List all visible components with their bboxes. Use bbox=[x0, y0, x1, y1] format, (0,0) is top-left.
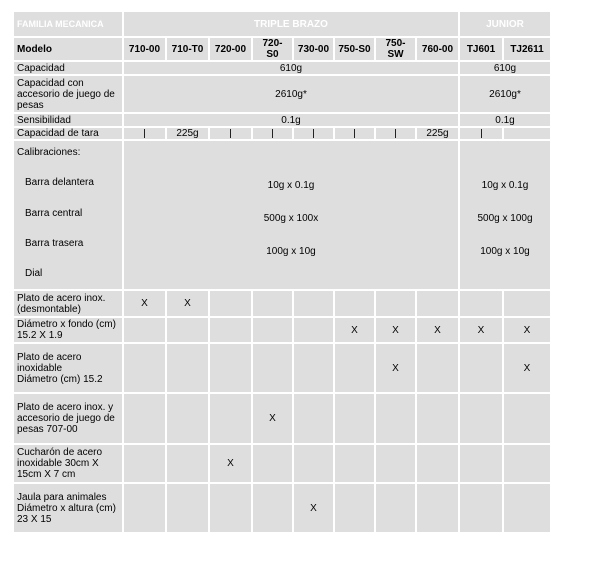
family-label: FAMILIA MECANICA bbox=[14, 12, 122, 36]
accessory-mark: X bbox=[460, 318, 502, 342]
accessory-mark: X bbox=[210, 445, 251, 482]
calibraciones-title: Calibraciones: bbox=[17, 147, 81, 158]
accessory-row bbox=[14, 445, 550, 482]
tara-cell bbox=[417, 128, 458, 139]
tick-mark bbox=[354, 129, 355, 138]
barra-trasera-triple: 100g x 10g bbox=[266, 246, 316, 257]
barra-trasera-junior: 100g x 10g bbox=[480, 246, 530, 257]
accessory-mark bbox=[417, 445, 458, 482]
triple-brazo-header: TRIPLE BRAZO bbox=[124, 12, 458, 36]
tara-cell bbox=[335, 128, 374, 139]
capacidad-pesas-row bbox=[14, 76, 550, 112]
accessory-mark bbox=[253, 318, 292, 342]
model-cell: 750-SW bbox=[376, 38, 415, 60]
tara-cell bbox=[294, 128, 333, 139]
capacidad-junior-value: 610g bbox=[460, 62, 550, 74]
model-row bbox=[14, 38, 550, 60]
accessory-mark bbox=[335, 484, 374, 532]
tara-cell bbox=[210, 128, 251, 139]
accessory-mark bbox=[460, 484, 502, 532]
accessory-mark bbox=[124, 484, 165, 532]
calibraciones-triple-cell bbox=[124, 141, 458, 289]
accessory-mark bbox=[253, 291, 292, 316]
capacidad-label: Capacidad bbox=[14, 62, 122, 74]
calibraciones-triple-values bbox=[127, 147, 455, 279]
accessory-label: Jaula para animales Diámetro x altura (cm) 23 X 15 bbox=[14, 484, 122, 532]
accessory-row bbox=[14, 291, 550, 316]
accessory-mark bbox=[124, 318, 165, 342]
balance-spec-table bbox=[12, 10, 552, 534]
barra-delantera-junior: 10g x 0.1g bbox=[481, 180, 529, 191]
accessory-mark: X bbox=[417, 318, 458, 342]
accessory-mark bbox=[460, 344, 502, 392]
accessory-mark bbox=[167, 484, 208, 532]
tick-mark bbox=[272, 129, 273, 138]
accessory-mark bbox=[504, 484, 550, 532]
accessory-mark bbox=[376, 445, 415, 482]
accessory-mark bbox=[124, 394, 165, 443]
accessory-mark: X bbox=[124, 291, 165, 316]
accessory-mark: X bbox=[376, 318, 415, 342]
accessory-row bbox=[14, 484, 550, 532]
accessory-label: Cucharón de acero inoxidable 30cm X 15cm X 7 cm bbox=[14, 445, 122, 482]
accessory-mark bbox=[294, 318, 333, 342]
accessory-mark bbox=[167, 445, 208, 482]
accessory-mark bbox=[210, 318, 251, 342]
model-cell: 710-00 bbox=[124, 38, 165, 60]
accessory-mark bbox=[167, 318, 208, 342]
tara-cell bbox=[504, 128, 550, 139]
barra-delantera-triple: 10g x 0.1g bbox=[267, 180, 315, 191]
accessory-mark bbox=[294, 291, 333, 316]
accessory-mark: X bbox=[504, 344, 550, 392]
accessory-mark: X bbox=[253, 394, 292, 443]
accessory-row bbox=[14, 318, 550, 342]
family-header-row bbox=[14, 12, 550, 36]
calibraciones-row bbox=[14, 141, 550, 289]
model-cell: 710-T0 bbox=[167, 38, 208, 60]
model-cell: 730-00 bbox=[294, 38, 333, 60]
sensibilidad-label: Sensibilidad bbox=[14, 114, 122, 126]
accessory-label: Plato de acero inox. y accesorio de juego de pesas 707-00 bbox=[14, 394, 122, 443]
accessory-mark bbox=[253, 445, 292, 482]
accessory-mark bbox=[417, 394, 458, 443]
accessory-mark bbox=[167, 394, 208, 443]
accessory-mark bbox=[210, 394, 251, 443]
accessory-mark bbox=[376, 394, 415, 443]
tara-cell bbox=[376, 128, 415, 139]
accessory-label: Plato de acero inoxidable Diámetro (cm) 15.2 bbox=[14, 344, 122, 392]
model-cell: 750-S0 bbox=[335, 38, 374, 60]
tick-mark bbox=[144, 129, 145, 138]
accessory-mark: X bbox=[294, 484, 333, 532]
accessory-mark bbox=[253, 484, 292, 532]
tara-label: Capacidad de tara bbox=[14, 128, 122, 139]
accessory-mark bbox=[124, 344, 165, 392]
tick-mark bbox=[230, 129, 231, 138]
calibraciones-junior-values bbox=[463, 147, 547, 279]
accessory-mark bbox=[504, 394, 550, 443]
model-cell: TJ2611 bbox=[504, 38, 550, 60]
accessory-mark bbox=[335, 344, 374, 392]
tara-cell bbox=[460, 128, 502, 139]
calibraciones-label-cell bbox=[14, 141, 122, 289]
tick-mark bbox=[481, 129, 482, 138]
accessory-mark bbox=[504, 291, 550, 316]
accessory-row bbox=[14, 394, 550, 443]
sensibilidad-junior-value: 0.1g bbox=[460, 114, 550, 126]
sensibilidad-triple-value: 0.1g bbox=[124, 114, 458, 126]
capacidad-row bbox=[14, 62, 550, 74]
accessory-mark: X bbox=[504, 318, 550, 342]
tara-cell bbox=[124, 128, 165, 139]
accessory-mark bbox=[376, 484, 415, 532]
accessory-mark bbox=[504, 445, 550, 482]
accessory-mark bbox=[376, 291, 415, 316]
model-cell: 760-00 bbox=[417, 38, 458, 60]
tara-last-value: 225g bbox=[426, 128, 449, 139]
model-cell: 720- S0 bbox=[253, 38, 292, 60]
barra-trasera-label: Barra trasera bbox=[25, 237, 84, 249]
accessory-mark bbox=[460, 291, 502, 316]
accessory-mark bbox=[294, 394, 333, 443]
accessory-mark bbox=[253, 344, 292, 392]
capacidad-pesas-junior-value: 2610g* bbox=[460, 76, 550, 112]
accessory-mark: X bbox=[167, 291, 208, 316]
accessory-mark bbox=[417, 344, 458, 392]
model-cell: 720-00 bbox=[210, 38, 251, 60]
sensibilidad-row bbox=[14, 114, 550, 126]
accessory-mark bbox=[167, 344, 208, 392]
accessory-mark bbox=[417, 291, 458, 316]
capacidad-pesas-label: Capacidad con accesorio de juego de pesas bbox=[14, 76, 122, 112]
capacidad-pesas-triple-value: 2610g* bbox=[124, 76, 458, 112]
accessory-mark: X bbox=[335, 318, 374, 342]
barra-delantera-label: Barra delantera bbox=[25, 177, 94, 189]
calibraciones-junior-cell bbox=[460, 141, 550, 289]
tara-cell bbox=[253, 128, 292, 139]
calibraciones-labels bbox=[17, 147, 119, 279]
dial-label: Dial bbox=[25, 268, 43, 279]
tara-first-value: 225g bbox=[176, 128, 199, 139]
accessory-mark bbox=[294, 445, 333, 482]
model-row-label: Modelo bbox=[14, 38, 122, 60]
accessory-mark bbox=[335, 291, 374, 316]
barra-central-label: Barra central bbox=[25, 207, 83, 219]
accessory-label: Diámetro x fondo (cm) 15.2 X 1.9 bbox=[14, 318, 122, 342]
accessory-mark bbox=[460, 445, 502, 482]
accessory-mark bbox=[210, 291, 251, 316]
accessory-mark bbox=[210, 344, 251, 392]
accessory-mark bbox=[210, 484, 251, 532]
capacidad-triple-value: 610g bbox=[124, 62, 458, 74]
tara-cell bbox=[167, 128, 208, 139]
accessory-mark bbox=[460, 394, 502, 443]
accessory-mark: X bbox=[376, 344, 415, 392]
barra-central-junior: 500g x 100g bbox=[477, 213, 533, 224]
accessory-mark bbox=[417, 484, 458, 532]
accessory-mark bbox=[294, 344, 333, 392]
accessory-mark bbox=[335, 445, 374, 482]
accessory-mark bbox=[335, 394, 374, 443]
tara-row bbox=[14, 128, 550, 139]
barra-central-triple: 500g x 100x bbox=[263, 213, 319, 224]
accessory-label: Plato de acero inox. (desmontable) bbox=[14, 291, 122, 316]
tick-mark bbox=[395, 129, 396, 138]
model-cell: TJ601 bbox=[460, 38, 502, 60]
junior-header: JUNIOR bbox=[460, 12, 550, 36]
tick-mark bbox=[313, 129, 314, 138]
accessory-mark bbox=[124, 445, 165, 482]
accessory-row bbox=[14, 344, 550, 392]
